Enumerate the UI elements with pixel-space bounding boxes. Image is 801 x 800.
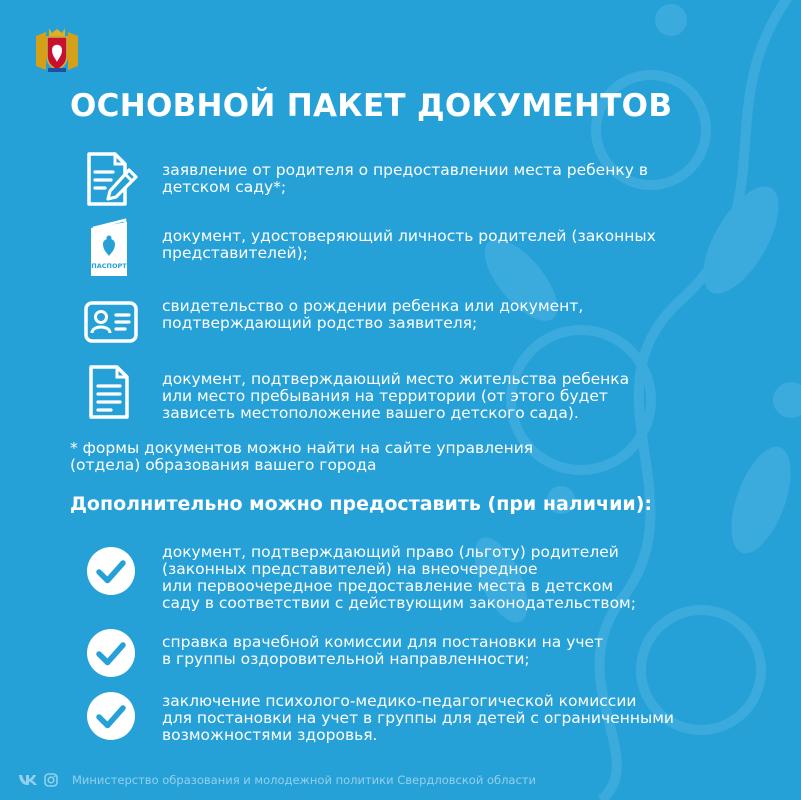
passport-icon — [83, 218, 135, 278]
application-pen-icon — [83, 152, 139, 208]
id-card-icon — [83, 300, 139, 344]
page-title: ОСНОВНОЙ ПАКЕТ ДОКУМЕНТОВ — [70, 88, 673, 124]
additional-section-title: Дополнительно можно предоставить (при наличии): — [70, 493, 652, 515]
main-document-item-4: документ, подтверждающий место жительства ребенка или место пребывания на территории (от этого будет зависеть местоположение вашего детского сада). — [162, 370, 630, 422]
document-icon — [83, 364, 135, 420]
footer-organization-text: Министерство образования и молодежной политики Свердловской области — [72, 773, 536, 787]
main-document-item-3: свидетельство о рождении ребенка или документ, подтверждающий родство заявителя; — [162, 297, 584, 332]
main-document-item-1: заявление от родителя о предоставлении места ребенку в детском саду*; — [162, 161, 648, 196]
additional-document-item-3: заключение психолого-медико-педагогической комиссии для постановки на учет в группы для детей с ограниченными возможностями здоровья. — [162, 692, 674, 744]
checkmark-icon — [86, 628, 136, 678]
footnote: * формы документов можно найти на сайте управления (отдела) образования вашего города — [70, 439, 534, 474]
instagram-icon[interactable] — [44, 773, 58, 787]
passport-icon-label: ПАСПОРТ — [91, 262, 127, 270]
additional-document-item-1: документ, подтверждающий право (льготу) родителей (законных представителей) на внеочередное или первоочередное предоставление места в детском саду в соответствии с действующим законодательством; — [162, 543, 636, 612]
main-document-item-2: документ, удостоверяющий личность родителей (законных представителей); — [162, 227, 656, 262]
vk-icon[interactable] — [18, 774, 38, 786]
coat-of-arms-emblem — [34, 26, 80, 74]
footer — [18, 772, 536, 788]
checkmark-icon — [86, 691, 136, 741]
additional-document-item-2: справка врачебной комиссии для постановки на учет в группы оздоровительной направленности; — [162, 633, 604, 668]
checkmark-icon — [86, 546, 136, 596]
